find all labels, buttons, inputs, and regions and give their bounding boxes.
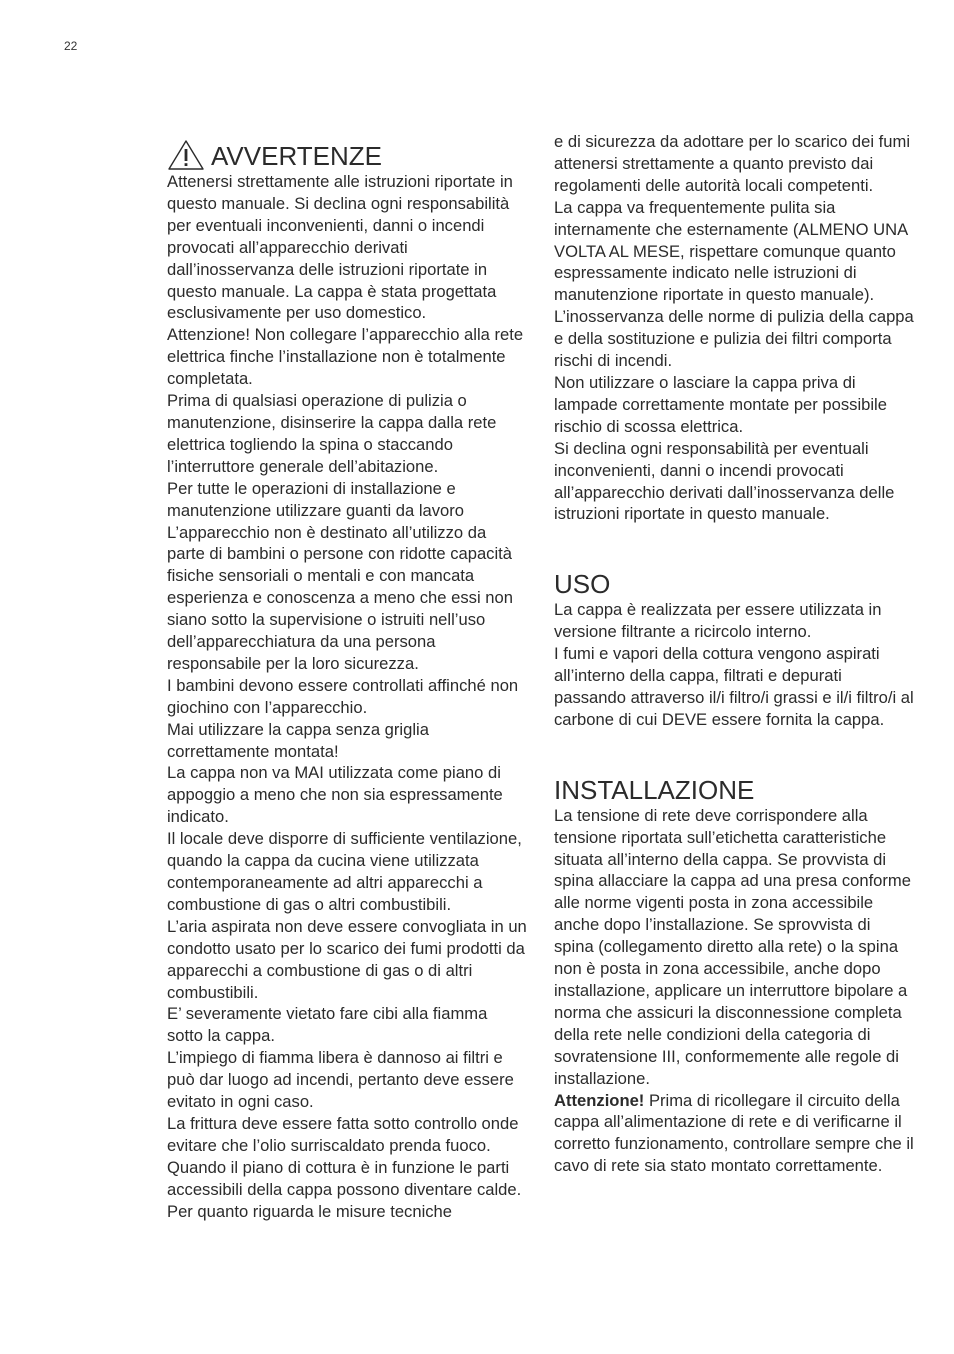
avvertenze-paragraph: E’ severamente vietato fare cibi alla fiamma sotto la cappa. (167, 1004, 488, 1046)
avvertenze-heading: AVVERTENZE (211, 141, 382, 171)
avvertenze-continued-paragraph: Non utilizzare o lasciare la cappa priva di lampade correttamente montate per possibile rischio di scossa elettrica. (554, 372, 887, 436)
attention-text: Prima di ricollegare il circuito della cappa all’alimentazione di rete e di verificarne il corretto funzionamento, controllare sempre che il cavo di rete sia stato montato correttamente. (554, 1090, 914, 1176)
avvertenze-paragraph: Il locale deve disporre di sufficiente ventilazione, quando la cappa da cucina viene utilizzata contemporaneamente ad altri apparecchi a combustione di gas o altri combustibili. (167, 829, 522, 914)
page-number: 22 (64, 39, 78, 53)
avvertenze-paragraph: Per quanto riguarda le misure tecniche (167, 1201, 453, 1221)
avvertenze-continued-paragraph: e di sicurezza da adottare per lo scarico dei fumi attenersi strettamente a quanto previsto dai regolamenti delle autorità locali competenti. (554, 132, 911, 195)
avvertenze-paragraph: L’impiego di fiamma libera è dannoso ai filtri e può dar luogo ad incendi, pertanto deve essere evitato in ogni caso. (167, 1048, 514, 1112)
avvertenze-continued-paragraph: L’inosservanza delle norme di pulizia della cappa e della sostituzione e pulizia dei filtri comporta rischi di incendi. (554, 307, 914, 371)
avvertenze-paragraph: Quando il piano di cottura è in funzione le parti accessibili della cappa possono diventare calde. (167, 1157, 522, 1199)
uso-paragraph: I fumi e vapori della cottura vengono aspirati all’interno della cappa, filtrati e depurati passando attraverso il/i filtro/i grassi e il/i filtro/i al carbone di cui DEVE essere fornita la cappa. (554, 644, 914, 729)
avvertenze-paragraph: Per tutte le operazioni di installazione e manutenzione utilizzare guanti da lavoro (167, 478, 465, 520)
installazione-paragraph: La tensione di rete deve corrispondere alla tensione riportata sull’etichetta caratteristiche situata all’interno della cappa. Se provvista di spina allacciare la cappa ad una presa conforme alle norme vigenti posta in zona accessibile anche dopo l’installazione. Se sprovvista di spina (collegamento diretto alla rete) o la spina non è posta in zona accessibile, anche dopo installazione, applicare un interruttore bipolare a norma che assicuri la disconnessione completa della rete nelle condizioni della categoria di sovratensione III, conformemente alle regole di installazione. (554, 805, 911, 1088)
avvertenze-paragraph: Prima di qualsiasi operazione di pulizia o manutenzione, disinserire la cappa dalla rete elettrica togliendo la spina o staccando l’interruttore generale dell’abitazione. (167, 391, 497, 476)
avvertenze-paragraph: La frittura deve essere fatta sotto controllo onde evitare che l’olio surriscaldato prenda fuoco. (167, 1113, 519, 1155)
avvertenze-heading-row (167, 139, 527, 171)
installazione-heading: INSTALLAZIONE (554, 774, 755, 805)
avvertenze-paragraph: I bambini devono essere controllati affinché non giochino con l’apparecchio. (167, 675, 519, 717)
avvertenze-paragraph: L’apparecchio non è destinato all’utilizzo da parte di bambini o persone con ridotte capacità fisiche sensoriali o mentali e con mancata esperienza e conoscenza a meno che essi non siano sotto la supervisione o istruiti nell’uso dell’apparecchiatura da una persona responsabile per la loro sicurezza. (167, 522, 513, 673)
right-column (554, 131, 914, 1177)
uso-heading: USO (554, 569, 611, 600)
avvertenze-paragraph: La cappa non va MAI utilizzata come piano di appoggio a meno che non sia espressamente indicato. (167, 763, 503, 827)
avvertenze-paragraph: Attenzione! Non collegare l’apparecchio alla rete elettrica finche l’installazione non è totalmente completata. (167, 325, 524, 389)
left-column (167, 139, 527, 1223)
installazione-attention-paragraph (554, 1090, 914, 1178)
avvertenze-paragraph: Mai utilizzare la cappa senza griglia correttamente montata! (167, 719, 429, 761)
attention-label: Attenzione! (554, 1090, 645, 1110)
avvertenze-continued-paragraph: La cappa va frequentemente pulita sia internamente che esternamente (ALMENO UNA VOLTA AL MESE, rispettare comunque quanto espressamente indicato nelle istruzioni di manutenzione riportate in questo manuale). (554, 197, 908, 305)
avvertenze-paragraph: L’aria aspirata non deve essere convogliata in un condotto usato per lo scarico dei fumi prodotti da apparecchi a combustione di gas o di altri combustibili. (167, 916, 527, 1002)
uso-paragraph: La cappa è realizzata per essere utilizzata in versione filtrante a ricircolo interno. (554, 600, 882, 642)
avvertenze-paragraph: Attenersi strettamente alle istruzioni riportate in questo manuale. Si declina ogni responsabilità per eventuali inconvenienti, danni o incendi provocati all’apparecchio derivati dall’inosservanza delle istruzioni riportate in questo manuale. La cappa è stata progettata esclusivamente per uso domestico. (167, 172, 513, 323)
avvertenze-continued-paragraph: Si declina ogni responsabilità per eventuali inconvenienti, danni o incendi provocati all’apparecchio derivati dall’inosservanza delle istruzioni riportate in questo manuale. (554, 438, 895, 524)
warning-triangle-icon (167, 139, 205, 171)
